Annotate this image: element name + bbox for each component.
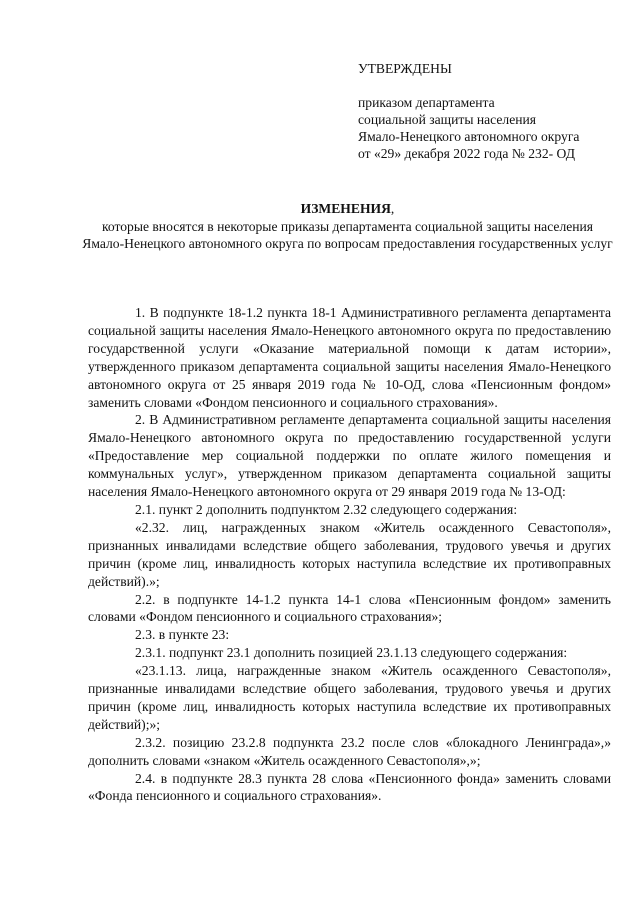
- paragraph-2-32-quote: «2.32. лиц, награжденных знаком «Житель осажденного Севастополя», признанных инвалидами вследствие общего заболевания, трудового увечья и других причин (кроме лиц, инвалидность которых наступила вследствие их противоправных действий).»;: [88, 519, 611, 589]
- paragraph-2-3-1: 2.3.1. подпункт 23.1 дополнить позицией 23.1.13 следующего содержания:: [135, 645, 568, 661]
- approval-heading: УТВЕРЖДЕНЫ: [358, 61, 452, 76]
- approval-line: приказом департамента: [358, 95, 495, 110]
- paragraph-2-3-2: 2.3.2. позицию 23.2.8 подпункта 23.2 после слов «блокадного Ленинграда»,» дополнить словами «знаком «Житель осажденного Севастополя»,»;: [88, 734, 611, 768]
- paragraph-1: 1. В подпункте 18-1.2 пункта 18-1 Административного регламента департамента социальной защиты населения Ямало-Ненецкого автономного округа по предоставлению государственной услуги «Оказание материальной помощи к датам истории», утвержденного приказом департамента социальной защиты населения Ямало-Ненецкого автономного округа от 25 января 2019 года № 10-ОД, слова «Пенсионным фондом» заменить словами «Фондом пенсионного и социального страхования».: [88, 305, 611, 410]
- title-comma: ,: [390, 201, 395, 216]
- paragraph-2-1: 2.1. пункт 2 дополнить подпунктом 2.32 следующего содержания:: [135, 501, 518, 517]
- approval-line: Ямало-Ненецкого автономного округа: [358, 129, 580, 144]
- document-body: [88, 304, 611, 805]
- approval-line: от «29» декабря 2022 года № 232- ОД: [358, 146, 575, 161]
- document-title: [80, 200, 615, 218]
- title-main: ИЗМЕНЕНИЯ: [300, 201, 391, 216]
- paragraph-2: 2. В Административном регламенте департамента социальной защиты населения Ямало-Ненецкого автономного округа по предоставлению государственной услуги «Предоставление мер социальной поддержки по оплате жилого помещения и коммунальных услуг», утвержденном приказом департамента социальной защиты населения Ямало-Ненецкого автономного округа от 29 января 2019 года № 13-ОД:: [88, 412, 611, 500]
- paragraph-2-4: 2.4. в подпункте 28.3 пункта 28 слова «Пенсионного фонда» заменить словами «Фонда пенсионного и социального страхования».: [88, 770, 611, 804]
- approval-block: [358, 60, 628, 162]
- document-subtitle: которые вносятся в некоторые приказы департамента социальной защиты населения Ямало-Ненецкого автономного округа по вопросам предоставления государственных услуг: [82, 218, 613, 251]
- approval-line: социальной защиты населения: [358, 112, 537, 127]
- paragraph-2-3: 2.3. в пункте 23:: [135, 627, 230, 643]
- document-title-block: [80, 200, 615, 253]
- paragraph-23-1-13-quote: «23.1.13. лица, награжденные знаком «Житель осажденного Севастополя», признанные инвалидами вследствие общего заболевания, трудового увечья и других причин (кроме лиц, инвалидность которых наступила вследствие их противоправных действий);»;: [88, 663, 611, 732]
- paragraph-2-2: 2.2. в подпункте 14-1.2 пункта 14-1 слова «Пенсионным фондом» заменить словами «Фондом пенсионного и социального страхования»;: [88, 591, 611, 625]
